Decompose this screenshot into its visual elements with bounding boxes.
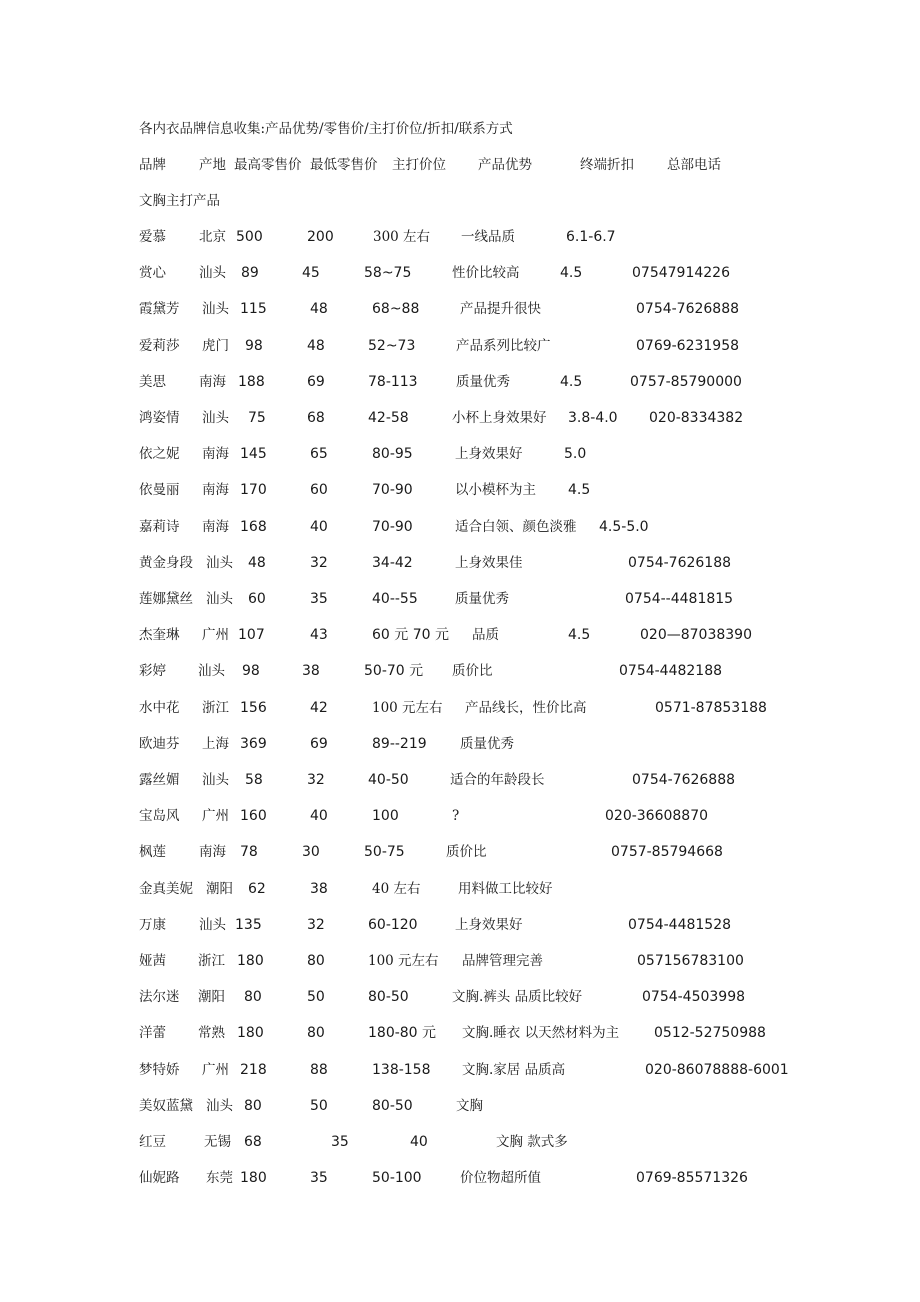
cell-advantage: 用料做工比较好 [458, 880, 553, 897]
cell-origin: 广州 [202, 808, 229, 825]
cell-brand: 枫莲 [139, 844, 166, 861]
cell-discount: 4.5 [568, 482, 591, 499]
cell-advantage: 产品系列比较广 [456, 337, 551, 354]
cell-advantage: 性价比较高 [452, 265, 520, 282]
cell-min-price: 43 [310, 627, 328, 644]
cell-min-price: 60 [310, 482, 328, 499]
cell-main-price: 100 元左右 [372, 699, 443, 716]
cell-origin: 北京 [199, 229, 226, 245]
table-row [0, 950, 920, 972]
cell-max-price: 98 [245, 337, 263, 354]
cell-phone: 07547914226 [632, 265, 730, 282]
cell-min-price: 35 [310, 591, 328, 607]
cell-origin: 浙江 [202, 699, 229, 716]
cell-min-price: 80 [307, 953, 325, 969]
section-label: 文胸主打产品 [139, 193, 220, 209]
cell-origin: 南海 [202, 518, 229, 535]
table-row [0, 588, 920, 610]
cell-origin: 无锡 [204, 1134, 231, 1150]
cell-main-price: 80-50 [372, 1097, 413, 1114]
cell-advantage: 适合白领、颜色淡雅 [455, 518, 577, 535]
cell-min-price: 69 [310, 735, 328, 752]
cell-origin: 潮阳 [198, 989, 225, 1006]
cell-origin: 汕头 [206, 591, 233, 607]
cell-phone: 020-36608870 [605, 808, 709, 825]
cell-main-price: 80-95 [372, 446, 413, 463]
cell-min-price: 40 [310, 518, 328, 535]
cell-advantage: 质量优秀 [456, 373, 510, 390]
cell-origin: 广州 [202, 1061, 229, 1078]
cell-max-price: 80 [244, 1097, 262, 1114]
table-row [0, 226, 920, 248]
cell-max-price: 500 [236, 229, 263, 245]
cell-main-price: 52~73 [368, 337, 416, 354]
cell-brand: 莲娜黛丝 [139, 591, 193, 607]
cell-origin: 常熟 [198, 1025, 225, 1042]
cell-origin: 南海 [202, 446, 229, 463]
cell-brand: 美思 [139, 373, 166, 390]
cell-origin: 汕头 [202, 301, 229, 318]
cell-main-price: 80-50 [368, 989, 409, 1006]
table-row [0, 516, 920, 538]
cell-discount: 4.5-5.0 [599, 518, 649, 535]
header-max-price: 最高零售价 [234, 157, 302, 173]
document-title-line [0, 118, 920, 140]
table-row [0, 660, 920, 682]
cell-main-price: 70-90 [372, 482, 413, 499]
cell-discount: 6.1-6.7 [566, 229, 616, 245]
cell-origin: 虎门 [202, 337, 229, 354]
cell-advantage: ? [452, 808, 460, 825]
cell-phone: 020-8334382 [649, 410, 744, 426]
cell-phone: 0754--4481815 [625, 591, 734, 607]
cell-min-price: 32 [307, 916, 325, 933]
cell-max-price: 48 [248, 554, 266, 571]
cell-origin: 汕头 [199, 265, 226, 282]
cell-advantage: 上身效果好 [455, 446, 523, 463]
cell-max-price: 170 [240, 482, 267, 499]
cell-advantage: 文胸.裤头 品质比较好 [452, 989, 583, 1006]
cell-max-price: 369 [240, 735, 267, 752]
cell-phone: 0754-7626188 [628, 554, 732, 571]
cell-max-price: 75 [248, 410, 266, 426]
cell-advantage: 价位物超所值 [460, 1170, 541, 1187]
cell-min-price: 80 [307, 1025, 325, 1042]
cell-main-price: 100 [372, 808, 399, 825]
cell-main-price: 70-90 [372, 518, 413, 535]
cell-min-price: 200 [307, 229, 334, 245]
document-title: 各内衣品牌信息收集:产品优势/零售价/主打价位/折扣/联系方式 [139, 121, 513, 137]
cell-phone: 057156783100 [637, 953, 744, 969]
table-row [0, 697, 920, 719]
cell-advantage: 质价比 [446, 844, 487, 861]
header-origin: 产地 [199, 157, 226, 173]
cell-main-price: 138-158 [372, 1061, 431, 1078]
cell-phone: 0754-7626888 [632, 772, 736, 788]
cell-advantage: 以小模杯为主 [455, 482, 536, 499]
cell-main-price: 300 左右 [373, 229, 431, 245]
header-min-price: 最低零售价 [310, 157, 378, 173]
table-row [0, 371, 920, 393]
cell-min-price: 50 [310, 1097, 328, 1114]
cell-brand: 洋蕾 [139, 1025, 166, 1042]
table-row [0, 335, 920, 357]
cell-origin: 南海 [199, 373, 226, 390]
cell-brand: 娅茜 [139, 953, 166, 969]
cell-origin: 汕头 [199, 916, 226, 933]
table-row [0, 841, 920, 863]
cell-main-price: 68~88 [372, 301, 420, 318]
cell-advantage: 文胸 款式多 [496, 1134, 568, 1150]
cell-origin: 汕头 [202, 410, 229, 426]
cell-main-price: 180-80 元 [368, 1025, 437, 1042]
cell-brand: 赏心 [139, 265, 166, 282]
cell-phone: 0769-85571326 [636, 1170, 748, 1187]
cell-advantage: 产品线长，性价比高 [465, 699, 587, 716]
cell-main-price: 50-100 [372, 1170, 422, 1187]
cell-origin: 浙江 [198, 953, 225, 969]
cell-main-price: 40--55 [372, 591, 418, 607]
cell-origin: 广州 [202, 627, 229, 644]
cell-origin: 南海 [202, 482, 229, 499]
cell-max-price: 168 [240, 518, 267, 535]
cell-min-price: 32 [307, 772, 325, 788]
cell-main-price: 60 元 70 元 [372, 627, 449, 644]
cell-phone: 0754-4482188 [619, 663, 723, 680]
cell-min-price: 42 [310, 699, 328, 716]
cell-max-price: 98 [242, 663, 260, 680]
cell-brand: 杰奎琳 [139, 627, 180, 644]
cell-phone: 0757-85794668 [611, 844, 723, 861]
cell-origin: 南海 [199, 844, 226, 861]
cell-phone: 0754-4503998 [642, 989, 746, 1006]
cell-origin: 汕头 [206, 1097, 233, 1114]
cell-brand: 宝岛风 [139, 808, 180, 825]
section-label-line [0, 190, 920, 212]
cell-main-price: 34-42 [372, 554, 413, 571]
cell-advantage: 品质 [472, 627, 499, 644]
cell-advantage: 质量优秀 [455, 591, 509, 607]
cell-min-price: 88 [310, 1061, 328, 1078]
cell-origin: 上海 [202, 735, 229, 752]
cell-brand: 露丝媚 [139, 772, 180, 788]
cell-advantage: 产品提升很快 [460, 301, 541, 318]
table-row [0, 1022, 920, 1044]
cell-brand: 万康 [139, 916, 166, 933]
cell-max-price: 89 [241, 265, 259, 282]
table-row [0, 407, 920, 429]
header-discount: 终端折扣 [580, 157, 634, 173]
cell-main-price: 40 左右 [372, 880, 421, 897]
cell-advantage: 一线品质 [461, 229, 515, 245]
cell-min-price: 38 [302, 663, 320, 680]
cell-main-price: 100 元左右 [368, 953, 439, 969]
header-advantage: 产品优势 [478, 157, 532, 173]
header-main-price: 主打价位 [392, 157, 446, 173]
cell-phone: 020—87038390 [640, 627, 752, 644]
cell-brand: 彩婷 [139, 663, 166, 680]
cell-min-price: 40 [310, 808, 328, 825]
cell-max-price: 135 [235, 916, 262, 933]
cell-brand: 爱慕 [139, 229, 166, 245]
cell-max-price: 78 [240, 844, 258, 861]
cell-brand: 霞黛芳 [139, 301, 180, 318]
cell-origin: 汕头 [206, 554, 233, 571]
header-row [0, 154, 920, 176]
table-row [0, 805, 920, 827]
cell-phone: 0757-85790000 [630, 373, 742, 390]
cell-min-price: 65 [310, 446, 328, 463]
cell-phone: 0571-87853188 [655, 699, 767, 716]
cell-discount: 5.0 [564, 446, 587, 463]
table-row [0, 878, 920, 900]
cell-main-price: 40-50 [368, 772, 409, 788]
cell-advantage: 小杯上身效果好 [452, 410, 547, 426]
table-row [0, 1095, 920, 1117]
cell-min-price: 30 [302, 844, 320, 861]
cell-max-price: 62 [248, 880, 266, 897]
cell-discount: 4.5 [568, 627, 591, 644]
cell-brand: 水中花 [139, 699, 180, 716]
table-row [0, 624, 920, 646]
header-phone: 总部电话 [667, 157, 721, 173]
table-row [0, 298, 920, 320]
cell-main-price: 50-75 [364, 844, 405, 861]
cell-max-price: 180 [237, 1025, 264, 1042]
cell-min-price: 48 [310, 301, 328, 318]
cell-origin: 东莞 [206, 1170, 233, 1187]
cell-phone: 0754-7626888 [636, 301, 740, 318]
cell-max-price: 218 [240, 1061, 267, 1078]
cell-min-price: 38 [310, 880, 328, 897]
cell-brand: 依之妮 [139, 446, 180, 463]
cell-main-price: 58~75 [364, 265, 412, 282]
cell-brand: 依曼丽 [139, 482, 180, 499]
cell-brand: 梦特娇 [139, 1061, 180, 1078]
cell-advantage: 质量优秀 [460, 735, 514, 752]
cell-brand: 爱莉莎 [139, 337, 180, 354]
cell-max-price: 188 [238, 373, 265, 390]
table-row [0, 1059, 920, 1081]
cell-main-price: 42-58 [368, 410, 409, 426]
cell-advantage: 适合的年龄段长 [450, 772, 545, 788]
cell-main-price: 60-120 [368, 916, 418, 933]
table-row [0, 552, 920, 574]
cell-min-price: 50 [307, 989, 325, 1006]
cell-brand: 红豆 [139, 1134, 166, 1150]
cell-main-price: 50-70 元 [364, 663, 424, 680]
cell-max-price: 160 [240, 808, 267, 825]
cell-max-price: 145 [240, 446, 267, 463]
table-row [0, 443, 920, 465]
cell-max-price: 180 [240, 1170, 267, 1187]
cell-advantage: 上身效果佳 [455, 554, 523, 571]
cell-origin: 汕头 [198, 663, 225, 680]
cell-max-price: 107 [238, 627, 265, 644]
cell-advantage: 品牌管理完善 [462, 953, 543, 969]
table-row [0, 769, 920, 791]
cell-phone: 0769-6231958 [636, 337, 740, 354]
cell-brand: 欧迪芬 [139, 735, 180, 752]
cell-max-price: 180 [237, 953, 264, 969]
cell-max-price: 80 [244, 989, 262, 1006]
table-row [0, 733, 920, 755]
table-row [0, 262, 920, 284]
cell-brand: 仙妮路 [139, 1170, 180, 1187]
cell-discount: 4.5 [560, 373, 583, 390]
cell-phone: 0754-4481528 [628, 916, 732, 933]
cell-brand: 鸿姿情 [139, 410, 180, 426]
cell-main-price: 89--219 [372, 735, 427, 752]
cell-brand: 黄金身段 [139, 554, 193, 571]
cell-max-price: 115 [240, 301, 267, 318]
cell-advantage: 上身效果好 [455, 916, 523, 933]
cell-phone: 020-86078888-6001 [645, 1061, 789, 1078]
cell-origin: 汕头 [202, 772, 229, 788]
cell-brand: 金真美妮 [139, 880, 193, 897]
cell-brand: 法尔迷 [139, 989, 180, 1006]
cell-min-price: 45 [302, 265, 320, 282]
cell-origin: 潮阳 [206, 880, 233, 897]
cell-min-price: 32 [310, 554, 328, 571]
cell-min-price: 35 [331, 1134, 349, 1150]
header-brand: 品牌 [139, 157, 166, 173]
cell-brand: 美奴蓝黛 [139, 1097, 193, 1114]
cell-phone: 0512-52750988 [654, 1025, 766, 1042]
cell-advantage: 文胸.家居 品质高 [462, 1061, 566, 1078]
table-row [0, 1131, 920, 1153]
cell-max-price: 156 [240, 699, 267, 716]
cell-max-price: 60 [248, 591, 266, 607]
cell-max-price: 58 [245, 772, 263, 788]
cell-advantage: 文胸 [456, 1097, 483, 1114]
cell-main-price: 40 [410, 1134, 428, 1150]
cell-min-price: 69 [307, 373, 325, 390]
table-row [0, 914, 920, 936]
cell-main-price: 78-113 [368, 373, 418, 390]
cell-min-price: 48 [307, 337, 325, 354]
table-row [0, 1167, 920, 1189]
cell-brand: 嘉莉诗 [139, 518, 180, 535]
cell-discount: 4.5 [560, 265, 583, 282]
cell-advantage: 文胸.睡衣 以天然材料为主 [462, 1025, 620, 1042]
cell-min-price: 35 [310, 1170, 328, 1187]
table-row [0, 479, 920, 501]
cell-min-price: 68 [307, 410, 325, 426]
cell-advantage: 质价比 [452, 663, 493, 680]
cell-max-price: 68 [244, 1134, 262, 1150]
table-row [0, 986, 920, 1008]
cell-discount: 3.8-4.0 [568, 410, 618, 426]
